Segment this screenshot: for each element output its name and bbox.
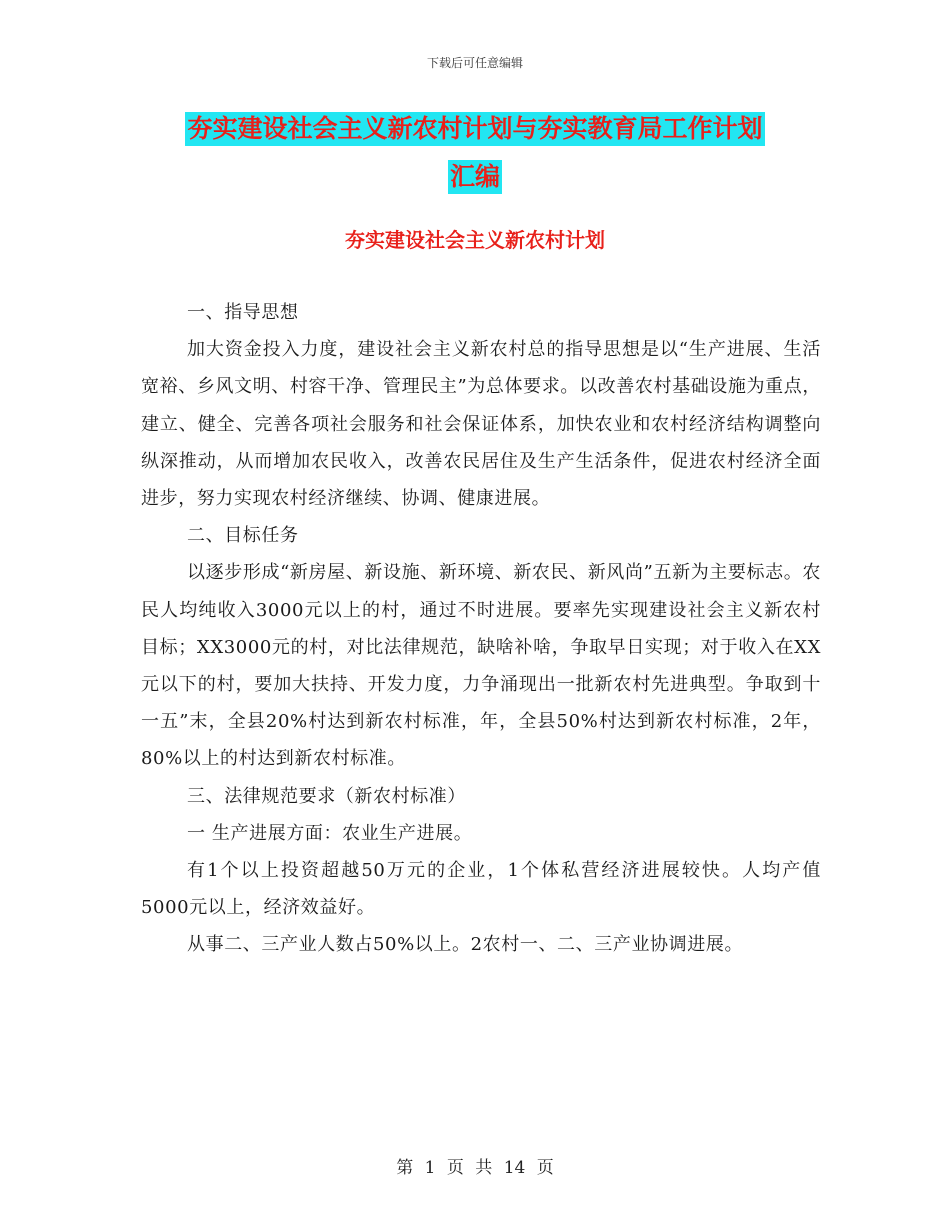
heading-goals: 二、目标任务 bbox=[187, 525, 299, 547]
page-footer: 第 1 页 共 14 页 bbox=[396, 1158, 554, 1178]
title-line-1: 夯实建设社会主义新农村计划与夯实教育局工作计划 bbox=[185, 112, 764, 146]
heading-guiding-thought: 一、指导思想 bbox=[187, 302, 299, 323]
paragraph: 加大资金投入力度，建设社会主义新农村总的指导思想是以“生产进展、生活宽裕、乡风文明、村容干净、管理民主”为总体要求。以改善农村基础设施为重点，建立、健全、完善各项社会服务和社会保证体系，加快农业和农村经济结构调整向纵深推动，从而增加农民收入，改善农民居住及生产生活条件，促进农村经济全面进步，努力实现农村经济继续、协调、健康进展。 bbox=[141, 339, 821, 510]
document-body bbox=[141, 294, 821, 964]
subheading-production: 一 生产进展方面：农业生产进展。 bbox=[187, 822, 473, 844]
paragraph: 有1个以上投资超越50万元的企业，1个体私营经济进展较快。人均产值5000元以上，经济效益好。 bbox=[141, 860, 821, 919]
heading-standards: 三、法律规范要求（新农村标准） bbox=[187, 785, 466, 807]
title-line-2: 汇编 bbox=[448, 160, 502, 194]
header-note: 下载后可任意编辑 bbox=[426, 56, 523, 70]
document-title bbox=[140, 112, 810, 194]
section-title: 夯实建设社会主义新农村计划 bbox=[345, 228, 605, 252]
paragraph: 以逐步形成“新房屋、新设施、新环境、新农民、新风尚”五新为主要标志。农民人均纯收入3000元以上的村，通过不时进展。要率先实现建设社会主义新农村目标；XX3000元的村，对比法律规范，缺啥补啥，争取早日实现；对于收入在XX元以下的村，要加大扶持、开发力度，力争涌现出一批新农村先进典型。争取到十一五”末，全县20%村达到新农村标准，年，全县50%村达到新农村标准，2年，80%以上的村达到新农村标准。 bbox=[141, 562, 821, 770]
paragraph: 从事二、三产业人数占50%以上。2农村一、二、三产业协调进展。 bbox=[187, 934, 744, 956]
